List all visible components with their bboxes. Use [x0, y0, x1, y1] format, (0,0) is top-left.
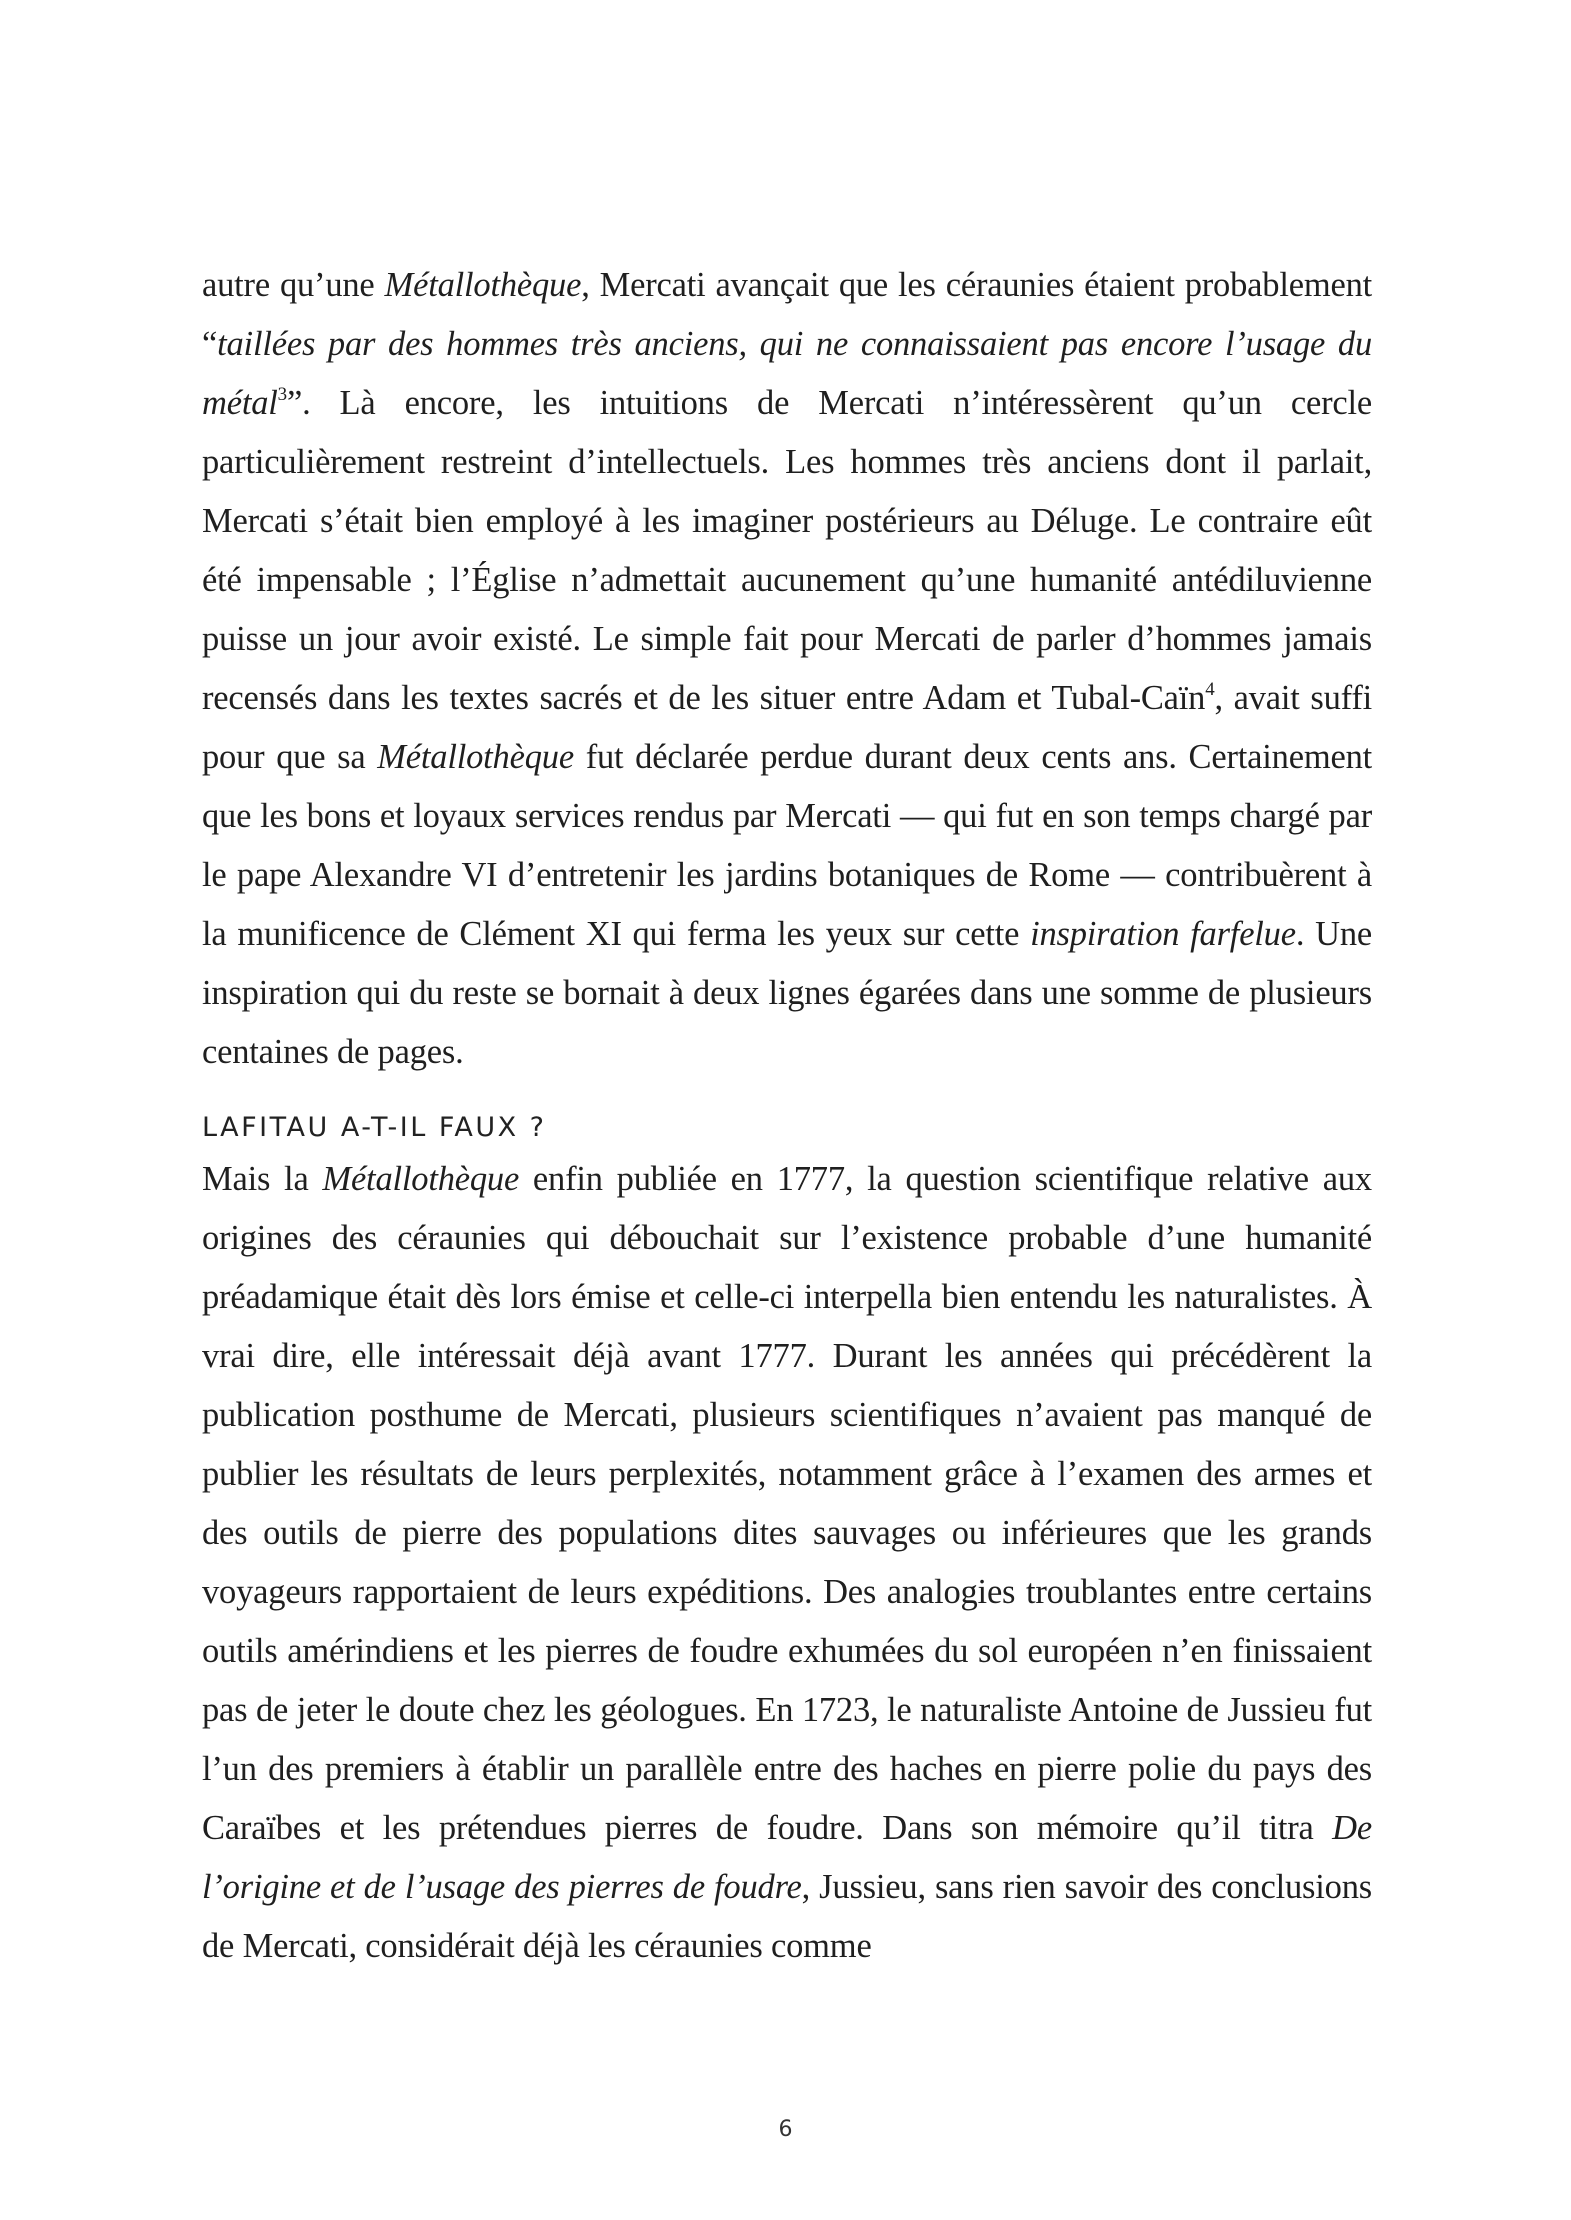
paragraph-1 [202, 256, 1372, 1082]
page-number: 6 [778, 2117, 793, 2142]
text-run: . Une inspiration qui du reste se bornait à deux lignes égarées dans une somme de plusieurs centaines de pages. [202, 915, 1372, 1071]
text-run: , Mercati avançait que les céraunies étaient probablement “ [202, 266, 1373, 363]
text-run: , Jussieu, sans rien savoir des conclusions de Mercati, considérait déjà les céraunies comme [202, 1868, 1372, 1965]
footnote-ref: 4 [1205, 678, 1215, 700]
text-run: Mais la [202, 1160, 323, 1198]
page-body [202, 256, 1372, 1976]
italic-text: De l’origine et de l’usage des pierres de foudre [202, 1809, 1372, 1906]
text-run: autre qu’une [202, 266, 385, 304]
italic-text: inspiration farfelue [1030, 915, 1296, 953]
text-run: , avait suffi pour que sa [202, 679, 1373, 776]
footnote-ref: 3 [277, 383, 287, 405]
italic-text: taillées par des hommes très anciens, qui ne connaissaient pas encore l’usage du métal [202, 325, 1372, 422]
italic-text: Métallothèque [322, 1160, 520, 1198]
text-run: ”. Là encore, les intuitions de Mercati n’intéressèrent qu’un cercle particulièrement restreint d’intellectuels. Les hommes très anciens dont il parlait, Mercati s’était bien employé à les imaginer postérieurs au Déluge. Le contraire eût été impensable ; l’Église n’admettait aucunement qu’une humanité antédiluvienne puisse un jour avoir existé. Le simple fait pour Mercati de parler d’hommes jamais recensés dans les textes sacrés et de les situer entre Adam et Tubal-Caïn [202, 384, 1372, 717]
text-run: fut déclarée perdue durant deux cents ans. Certainement que les bons et loyaux services rendus par Mercati — qui fut en son temps chargé par le pape Alexandre VI d’entretenir les jardins botaniques de Rome — contribuèrent à la munificence de Clément XI qui ferma les yeux sur cette [202, 738, 1373, 953]
section-heading: LAFITAU A-T-IL FAUX ? [202, 1112, 547, 1143]
italic-text: Métallothèque [384, 266, 582, 304]
text-run: enfin publiée en 1777, la question scientifique relative aux origines des céraunies qui débouchait sur l’existence probable d’une humanité préadamique était dès lors émise et celle-ci interpella bien entendu les naturalistes. À vrai dire, elle intéressait déjà avant 1777. Durant les années qui précédèrent la publication posthume de Mercati, plusieurs scientifiques n’avaient pas manqué de publier les résultats de leurs perplexités, notamment grâce à l’examen des armes et des outils de pierre des populations dites sauvages ou inférieures que les grands voyageurs rapportaient de leurs expéditions. Des analogies troublantes entre certains outils amérindiens et les pierres de foudre exhumées du sol européen n’en finissaient pas de jeter le doute chez les géologues. En 1723, le naturaliste Antoine de Jussieu fut l’un des premiers à établir un parallèle entre des haches en pierre polie du pays des Caraïbes et les prétendues pierres de foudre. Dans son mémoire qu’il titra [202, 1160, 1372, 1847]
paragraph-2 [202, 1150, 1372, 1976]
italic-text: Métallothèque [377, 738, 574, 776]
